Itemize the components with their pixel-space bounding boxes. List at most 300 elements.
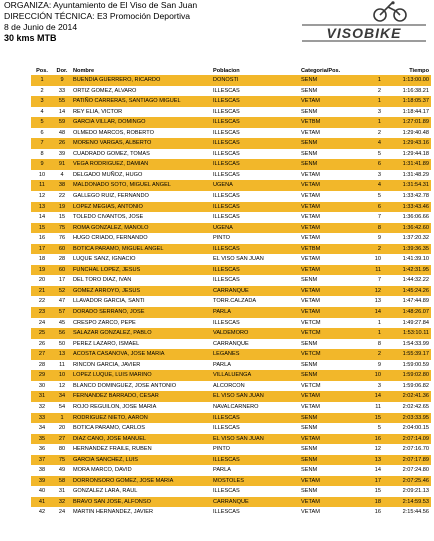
table-row <box>31 307 431 318</box>
time-cell: 1:59:00.59 <box>383 360 431 371</box>
category-pos-cell: 5 <box>343 423 383 434</box>
name-cell: MORA MARCO, DAVID <box>71 465 211 476</box>
category-cell: SENM <box>299 423 343 434</box>
category-cell: VETAM <box>299 307 343 318</box>
table-row <box>31 476 431 487</box>
dorsal-cell: 56 <box>53 328 71 339</box>
category-pos-cell: 6 <box>343 159 383 170</box>
name-cell: GONZALEZ LARA, RAUL <box>71 486 211 497</box>
name-cell: CRESPO ZARCO, PEPE <box>71 318 211 329</box>
town-cell: ILLESCAS <box>211 170 299 181</box>
category-pos-cell: 16 <box>343 434 383 445</box>
table-row <box>31 265 431 276</box>
category-pos-cell: 7 <box>343 212 383 223</box>
race-header <box>4 0 304 44</box>
race-distance: 30 kms MTB <box>4 33 57 43</box>
time-cell: 1:13:00.00 <box>383 75 431 86</box>
category-cell: VETBM <box>299 244 343 255</box>
table-row <box>31 86 431 97</box>
category-cell: SENM <box>299 339 343 350</box>
name-cell: FERNANDEZ BARRADO, CESAR <box>71 391 211 402</box>
table-row <box>31 202 431 213</box>
dorsal-cell: 75 <box>53 223 71 234</box>
category-cell: VETAM <box>299 402 343 413</box>
table-row <box>31 402 431 413</box>
town-cell: ILLESCAS <box>211 191 299 202</box>
town-cell: ILLESCAS <box>211 128 299 139</box>
pos-cell: 35 <box>31 434 53 445</box>
time-cell: 1:59:06.82 <box>383 381 431 392</box>
dorsal-cell: 24 <box>53 507 71 518</box>
town-cell: ALCORCON <box>211 381 299 392</box>
time-cell: 2:02:42.65 <box>383 402 431 413</box>
category-pos-cell: 14 <box>343 465 383 476</box>
category-cell: VETAM <box>299 96 343 107</box>
name-cell: LOPEZ LUQUE, LUIS MARINO <box>71 370 211 381</box>
town-cell: PINTO <box>211 444 299 455</box>
time-cell: 1:36:42.60 <box>383 223 431 234</box>
category-cell: VETBM <box>299 117 343 128</box>
table-row <box>31 465 431 476</box>
category-cell: VETCM <box>299 318 343 329</box>
dorsal-cell: 20 <box>53 423 71 434</box>
town-cell: LEGANES <box>211 349 299 360</box>
time-cell: 2:07:16.70 <box>383 444 431 455</box>
category-pos-cell: 4 <box>343 180 383 191</box>
time-cell: 1:33:43.46 <box>383 202 431 213</box>
town-cell: CARRANQUE <box>211 497 299 508</box>
category-cell: VETAM <box>299 128 343 139</box>
pos-cell: 7 <box>31 138 53 149</box>
dorsal-cell: 27 <box>53 434 71 445</box>
col-town: Poblacion <box>213 68 240 74</box>
pos-cell: 27 <box>31 349 53 360</box>
town-cell: EL VISO SAN JUAN <box>211 434 299 445</box>
time-cell: 1:27:01.89 <box>383 117 431 128</box>
table-row <box>31 444 431 455</box>
category-pos-cell: 16 <box>343 507 383 518</box>
col-category: Categoria/Pos. <box>301 68 341 74</box>
pos-cell: 32 <box>31 402 53 413</box>
town-cell: DONOSTI <box>211 75 299 86</box>
time-cell: 1:16:38.21 <box>383 86 431 97</box>
time-cell: 1:53:10.11 <box>383 328 431 339</box>
col-dorsal: Dor. <box>56 68 68 74</box>
pos-cell: 22 <box>31 296 53 307</box>
name-cell: DORADO SERRANO, JOSE <box>71 307 211 318</box>
name-cell: BRAVO SAN JOSE, ALFONSO <box>71 497 211 508</box>
pos-cell: 3 <box>31 96 53 107</box>
name-cell: DORRONSORO GOMEZ, JOSE MARIA <box>71 476 211 487</box>
name-cell: RODRIGUEZ NIETO, AARON <box>71 413 211 424</box>
name-cell: DIAZ CANO, JOSE MANUEL <box>71 434 211 445</box>
time-cell: 2:07:25.46 <box>383 476 431 487</box>
time-cell: 1:33:42.78 <box>383 191 431 202</box>
name-cell: MARTIN HERNANDEZ, JAVIER <box>71 507 211 518</box>
col-name: Nombre <box>73 68 95 74</box>
town-cell: MOSTOLES <box>211 476 299 487</box>
dorsal-cell: 52 <box>53 286 71 297</box>
category-pos-cell: 2 <box>343 349 383 360</box>
category-pos-cell: 2 <box>343 128 383 139</box>
table-row <box>31 507 431 518</box>
time-cell: 1:55:39.17 <box>383 349 431 360</box>
town-cell: UGENA <box>211 223 299 234</box>
pos-cell: 29 <box>31 370 53 381</box>
table-row <box>31 434 431 445</box>
dorsal-cell: 91 <box>53 159 71 170</box>
category-cell: VETAM <box>299 497 343 508</box>
name-cell: RINCON GARCIA, JAVIER <box>71 360 211 371</box>
pos-cell: 14 <box>31 212 53 223</box>
time-cell: 1:18:05.37 <box>383 96 431 107</box>
category-pos-cell: 8 <box>343 339 383 350</box>
town-cell: ILLESCAS <box>211 159 299 170</box>
dorsal-cell: 17 <box>53 275 71 286</box>
category-pos-cell: 12 <box>343 444 383 455</box>
category-pos-cell: 1 <box>343 96 383 107</box>
table-row <box>31 328 431 339</box>
dorsal-cell: 45 <box>53 318 71 329</box>
dorsal-cell: 4 <box>53 170 71 181</box>
table-row <box>31 349 431 360</box>
category-pos-cell: 3 <box>343 170 383 181</box>
category-cell: SENM <box>299 465 343 476</box>
table-row <box>31 75 431 86</box>
table-row <box>31 339 431 350</box>
dorsal-cell: 26 <box>53 138 71 149</box>
pos-cell: 23 <box>31 307 53 318</box>
time-cell: 2:14:59.53 <box>383 497 431 508</box>
table-row <box>31 149 431 160</box>
results-table <box>31 68 431 518</box>
pos-cell: 16 <box>31 233 53 244</box>
dorsal-cell: 31 <box>53 486 71 497</box>
category-cell: VETAM <box>299 296 343 307</box>
table-row <box>31 223 431 234</box>
name-cell: MORENO VARGAS, ALBERTO <box>71 138 211 149</box>
category-cell: VETAM <box>299 233 343 244</box>
category-cell: SENM <box>299 86 343 97</box>
table-row <box>31 107 431 118</box>
name-cell: ACOSTA CASANOVA, JOSE MARIA <box>71 349 211 360</box>
dorsal-cell: 34 <box>53 391 71 402</box>
pos-cell: 6 <box>31 128 53 139</box>
pos-cell: 15 <box>31 223 53 234</box>
name-cell: PATIÑO CARRERAS, SANTIAGO MIGUEL <box>71 96 211 107</box>
town-cell: ILLESCAS <box>211 138 299 149</box>
category-cell: SENM <box>299 159 343 170</box>
pos-cell: 21 <box>31 286 53 297</box>
category-cell: VETAM <box>299 286 343 297</box>
name-cell: CUADRADO GOMEZ, TOMAS <box>71 149 211 160</box>
category-pos-cell: 14 <box>343 391 383 402</box>
dorsal-cell: 9 <box>53 75 71 86</box>
category-cell: SENM <box>299 413 343 424</box>
category-cell: VETAM <box>299 254 343 265</box>
name-cell: BOTICA PARAMO, CARLOS <box>71 423 211 434</box>
name-cell: BLANCO DOMINGUEZ, JOSE ANTONIO <box>71 381 211 392</box>
name-cell: LOPEZ MEGIAS, ANTONIO <box>71 202 211 213</box>
dorsal-cell: 11 <box>53 360 71 371</box>
table-row <box>31 128 431 139</box>
name-cell: REY ELIA, VICTOR <box>71 107 211 118</box>
category-pos-cell: 6 <box>343 202 383 213</box>
pos-cell: 34 <box>31 423 53 434</box>
name-cell: GOMEZ ARROYO, JESUS <box>71 286 211 297</box>
name-cell: GALLEGO RUIZ, FERNANDO <box>71 191 211 202</box>
dorsal-cell: 75 <box>53 455 71 466</box>
dorsal-cell: 10 <box>53 370 71 381</box>
table-row <box>31 191 431 202</box>
organizer-line: ORGANIZA: Ayuntamiento de El Viso de San Juan <box>4 0 198 10</box>
category-pos-cell: 5 <box>343 149 383 160</box>
category-cell: VETAM <box>299 507 343 518</box>
time-cell: 1:59:02.80 <box>383 370 431 381</box>
name-cell: LUQUE SANZ, IGNACIO <box>71 254 211 265</box>
pos-cell: 26 <box>31 339 53 350</box>
category-pos-cell: 8 <box>343 223 383 234</box>
race-date: 8 de Junio de 2014 <box>4 22 78 32</box>
table-row <box>31 212 431 223</box>
name-cell: GARCIA SANCHEZ, LUIS <box>71 455 211 466</box>
dorsal-cell: 57 <box>53 307 71 318</box>
town-cell: CARRANQUE <box>211 339 299 350</box>
time-cell: 1:31:41.89 <box>383 159 431 170</box>
dorsal-cell: 15 <box>53 212 71 223</box>
category-cell: SENM <box>299 455 343 466</box>
time-cell: 1:39:36.35 <box>383 244 431 255</box>
dorsal-cell: 47 <box>53 296 71 307</box>
name-cell: HUGO CRIADO, FERNANDO <box>71 233 211 244</box>
table-row <box>31 159 431 170</box>
time-cell: 1:45:24.26 <box>383 286 431 297</box>
category-cell: VETCM <box>299 381 343 392</box>
dorsal-cell: 38 <box>53 180 71 191</box>
category-pos-cell: 1 <box>343 117 383 128</box>
category-cell: SENM <box>299 138 343 149</box>
pos-cell: 41 <box>31 497 53 508</box>
category-pos-cell: 17 <box>343 476 383 487</box>
town-cell: VALDEMORO <box>211 328 299 339</box>
category-pos-cell: 3 <box>343 381 383 392</box>
dorsal-cell: 80 <box>53 444 71 455</box>
category-cell: VETAM <box>299 391 343 402</box>
table-row <box>31 370 431 381</box>
pos-cell: 38 <box>31 465 53 476</box>
time-cell: 1:36:06.66 <box>383 212 431 223</box>
category-pos-cell: 11 <box>343 265 383 276</box>
category-pos-cell: 13 <box>343 296 383 307</box>
table-row <box>31 275 431 286</box>
name-cell: HERNANDEZ FRAILE, RUBEN <box>71 444 211 455</box>
pos-cell: 40 <box>31 486 53 497</box>
name-cell: DEL TORO DIAZ, IVAN <box>71 275 211 286</box>
table-row <box>31 296 431 307</box>
table-row <box>31 455 431 466</box>
logo-wordmark: VISOBIKE <box>326 25 402 41</box>
time-cell: 1:29:40.48 <box>383 128 431 139</box>
time-cell: 1:41:39.10 <box>383 254 431 265</box>
name-cell: BUENDIA GUERRERO, RICARDO <box>71 75 211 86</box>
category-pos-cell: 13 <box>343 455 383 466</box>
town-cell: ILLESCAS <box>211 86 299 97</box>
name-cell: ORTIZ GOMEZ, ALVARO <box>71 86 211 97</box>
time-cell: 1:31:54.31 <box>383 180 431 191</box>
table-row <box>31 360 431 371</box>
category-cell: VETAM <box>299 212 343 223</box>
dorsal-cell: 39 <box>53 149 71 160</box>
pos-cell: 33 <box>31 413 53 424</box>
time-cell: 1:42:31.95 <box>383 265 431 276</box>
pos-cell: 11 <box>31 180 53 191</box>
table-row <box>31 244 431 255</box>
pos-cell: 1 <box>31 75 53 86</box>
table-row <box>31 381 431 392</box>
cyclist-icon <box>374 3 406 21</box>
category-pos-cell: 12 <box>343 286 383 297</box>
category-cell: SENM <box>299 107 343 118</box>
town-cell: ILLESCAS <box>211 117 299 128</box>
town-cell: ILLESCAS <box>211 507 299 518</box>
category-pos-cell: 10 <box>343 254 383 265</box>
pos-cell: 2 <box>31 86 53 97</box>
table-row <box>31 170 431 181</box>
time-cell: 1:44:32.22 <box>383 275 431 286</box>
col-time: Tiempo <box>409 68 430 74</box>
dorsal-cell: 19 <box>53 202 71 213</box>
pos-cell: 4 <box>31 107 53 118</box>
pos-cell: 31 <box>31 391 53 402</box>
pos-cell: 5 <box>31 117 53 128</box>
category-cell: SENM <box>299 370 343 381</box>
category-cell: VETAM <box>299 434 343 445</box>
town-cell: VILLALUENGA <box>211 370 299 381</box>
town-cell: PARLA <box>211 360 299 371</box>
town-cell: TORR.CALZADA <box>211 296 299 307</box>
time-cell: 2:04:00.15 <box>383 423 431 434</box>
table-row <box>31 486 431 497</box>
dorsal-cell: 50 <box>53 339 71 350</box>
town-cell: ILLESCAS <box>211 107 299 118</box>
category-cell: VETAM <box>299 223 343 234</box>
category-pos-cell: 1 <box>343 75 383 86</box>
town-cell: ILLESCAS <box>211 318 299 329</box>
category-cell: SENM <box>299 75 343 86</box>
town-cell: ILLESCAS <box>211 265 299 276</box>
table-header-row <box>31 68 431 75</box>
town-cell: ILLESCAS <box>211 423 299 434</box>
col-pos: Pos. <box>36 68 48 74</box>
category-pos-cell: 15 <box>343 486 383 497</box>
dorsal-cell: 22 <box>53 191 71 202</box>
time-cell: 1:29:44.18 <box>383 149 431 160</box>
category-pos-cell: 9 <box>343 360 383 371</box>
dorsal-cell: 60 <box>53 244 71 255</box>
category-cell: VETAM <box>299 191 343 202</box>
name-cell: MALDONADO SOTO, MIGUEL ANGEL <box>71 180 211 191</box>
pos-cell: 9 <box>31 159 53 170</box>
table-row <box>31 117 431 128</box>
town-cell: EL VISO SAN JUAN <box>211 391 299 402</box>
dorsal-cell: 54 <box>53 402 71 413</box>
category-pos-cell: 15 <box>343 413 383 424</box>
category-cell: SENM <box>299 486 343 497</box>
category-pos-cell: 18 <box>343 497 383 508</box>
pos-cell: 13 <box>31 202 53 213</box>
town-cell: ILLESCAS <box>211 455 299 466</box>
category-pos-cell: 14 <box>343 307 383 318</box>
town-cell: PINTO <box>211 233 299 244</box>
time-cell: 2:07:17.89 <box>383 455 431 466</box>
dorsal-cell: 1 <box>53 413 71 424</box>
category-cell: VETAM <box>299 202 343 213</box>
town-cell: CARRANQUE <box>211 286 299 297</box>
pos-cell: 18 <box>31 254 53 265</box>
time-cell: 1:49:27.84 <box>383 318 431 329</box>
time-cell: 2:03:33.95 <box>383 413 431 424</box>
time-cell: 2:07:14.09 <box>383 434 431 445</box>
dorsal-cell: 12 <box>53 381 71 392</box>
pos-cell: 8 <box>31 149 53 160</box>
town-cell: ILLESCAS <box>211 96 299 107</box>
pos-cell: 37 <box>31 455 53 466</box>
name-cell: VEGA RODRIGUEZ, DAMIAN <box>71 159 211 170</box>
town-cell: EL VISO SAN JUAN <box>211 254 299 265</box>
table-row <box>31 96 431 107</box>
dorsal-cell: 32 <box>53 497 71 508</box>
dorsal-cell: 48 <box>53 128 71 139</box>
table-row <box>31 318 431 329</box>
category-pos-cell: 4 <box>343 138 383 149</box>
category-cell: SENM <box>299 275 343 286</box>
dorsal-cell: 33 <box>53 86 71 97</box>
table-row <box>31 254 431 265</box>
time-cell: 2:09:21.13 <box>383 486 431 497</box>
category-cell: VETCM <box>299 328 343 339</box>
pos-cell: 12 <box>31 191 53 202</box>
pos-cell: 19 <box>31 265 53 276</box>
name-cell: OLMEDO MARCOS, ROBERTO <box>71 128 211 139</box>
table-row <box>31 497 431 508</box>
category-cell: SENM <box>299 444 343 455</box>
category-cell: SENM <box>299 149 343 160</box>
dorsal-cell: 49 <box>53 465 71 476</box>
name-cell: ROMA GONZALEZ, MANOLO <box>71 223 211 234</box>
time-cell: 1:48:26.07 <box>383 307 431 318</box>
time-cell: 2:02:41.36 <box>383 391 431 402</box>
pos-cell: 24 <box>31 318 53 329</box>
pos-cell: 28 <box>31 360 53 371</box>
pos-cell: 10 <box>31 170 53 181</box>
town-cell: PARLA <box>211 465 299 476</box>
category-pos-cell: 1 <box>343 328 383 339</box>
name-cell: SALAZAR GONZALEZ, PABLO <box>71 328 211 339</box>
name-cell: GARCIA VILLAR, DOMINGO <box>71 117 211 128</box>
time-cell: 2:07:24.80 <box>383 465 431 476</box>
name-cell: TOLEDO CIVANTOS, JOSE <box>71 212 211 223</box>
time-cell: 1:47:44.89 <box>383 296 431 307</box>
time-cell: 1:29:43.16 <box>383 138 431 149</box>
dorsal-cell: 60 <box>53 265 71 276</box>
town-cell: ILLESCAS <box>211 486 299 497</box>
table-row <box>31 233 431 244</box>
category-cell: VETAM <box>299 170 343 181</box>
pos-cell: 30 <box>31 381 53 392</box>
visobike-logo <box>300 1 428 45</box>
category-cell: SENM <box>299 360 343 371</box>
category-cell: VETAM <box>299 180 343 191</box>
